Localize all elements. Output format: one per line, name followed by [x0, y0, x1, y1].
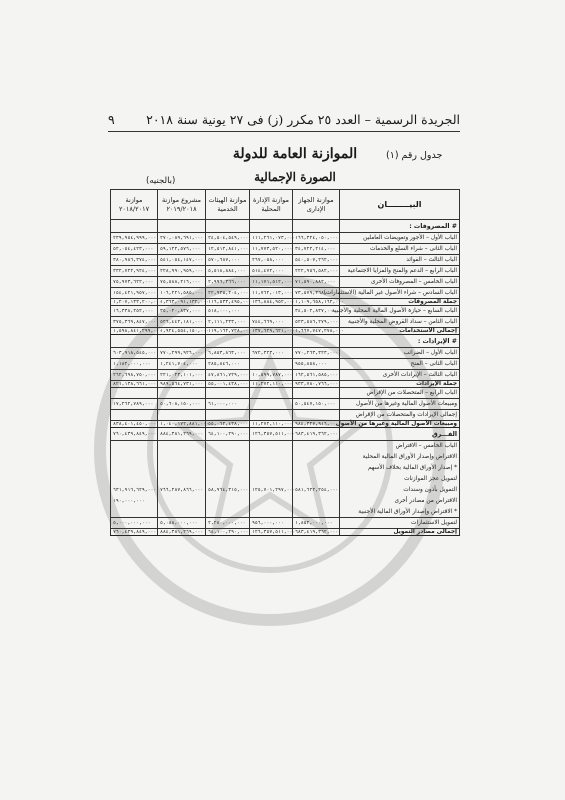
cell-value: [206, 441, 250, 452]
cell-value: [111, 335, 158, 348]
row-label: الباب السادس – شراء الأصول غير المالية (الاستثمارات): [340, 288, 460, 299]
cell-value: [206, 474, 250, 485]
cell-value: ٥,٠٨٨,٠٠٠,٠٠٠: [158, 518, 206, 529]
cell-value: [111, 474, 158, 485]
cell-value: [158, 507, 206, 518]
cell-value: ١٠,٥٩٩,٧٨٧,٠٠٠: [250, 370, 293, 381]
cell-value: ١٢,٥١٢,٨٤١,٠٠٠: [206, 244, 250, 255]
row-label: ومبيعات الأصول المالية وغيرها من الأصول: [340, 399, 460, 410]
cell-value: ١٢٥,٧٠١,٢٩٧,٠٠٠: [250, 485, 293, 496]
cell-value: [158, 220, 206, 233]
cell-value: [250, 507, 293, 518]
table-row: [111, 399, 460, 410]
table-row: [111, 233, 460, 244]
table-row: [111, 317, 460, 328]
cell-value: ٦٤,١٠٠,٢٩٠,٠٠٠: [206, 529, 250, 536]
cell-value: ٢٦٢,٦٩٨,٧٥٠,٠٠٠: [111, 370, 158, 381]
cell-value: ١٩٠,٠٠٠,٠٠٠: [111, 496, 158, 507]
cell-value: ٧٤٤,٦٦٩,٠٠٠: [250, 317, 293, 328]
running-title: الجريدة الرسمية – العدد ٢٥ مكرر (ز) فى ٢٧ يونية سنة ٢٠١٨: [146, 111, 460, 127]
table-body: [111, 220, 460, 536]
cell-value: ٧٥,٥٨٨,٢١٦,٠٠٠: [158, 277, 206, 288]
cell-value: ٥٠,٥٤٧,١٥٠,٠٠٠: [293, 399, 340, 410]
cell-value: ٢٦٧,٠٥٨,٠٠٠: [250, 255, 293, 266]
row-label: الباب الخامس – المصروفات الأخرى: [340, 277, 460, 288]
cell-value: ٩٣٣,٧٨٠,٧٦٦,٠٠٠: [293, 381, 340, 388]
column-header: موازنة ٢٠١٨/٢٠١٧: [111, 190, 158, 220]
cell-value: [293, 335, 340, 348]
row-label: الباب الرابع – الدعم والمنح والمزايا الاجتماعية: [340, 266, 460, 277]
row-label: الاقتراض من مصادر أخرى: [340, 496, 460, 507]
table-row: [111, 306, 460, 317]
cell-value: ١,٠٤٠,١٧٢,٨٨١,٠٠٠: [158, 421, 206, 428]
cell-value: ٣٤,٧٢٢,٢١٤,٠٠٠: [293, 244, 340, 255]
row-label: الباب الثالث – الإيرادات الأخرى: [340, 370, 460, 381]
cell-value: ٩٥٥,٨٥٨,٠٠٠: [293, 359, 340, 370]
cell-value: ١٦٢,٥٦١,٥٨٥,٠٠٠: [293, 370, 340, 381]
cell-value: [111, 452, 158, 463]
cell-value: [206, 335, 250, 348]
row-label: لتمويل عجز الموازنات: [340, 474, 460, 485]
row-label: الباب الخامس – الاقتراض: [340, 441, 460, 452]
cell-value: ١١١,٢٦١,٠٧٣,٠٠٠: [250, 233, 293, 244]
cell-value: ٥٢,٠٥٤,٤٢٣,٠٠٠: [111, 244, 158, 255]
cell-value: ٨٨٤,٣٨١,٢٦٩,٠٠٠: [158, 529, 206, 536]
cell-value: ٥٢٦,٤٤٢,١٨١,٠٠٠: [158, 317, 206, 328]
cell-value: [250, 496, 293, 507]
cell-value: ٧٣,٥٧٩,٣٦٨,٠٠٠: [293, 288, 340, 299]
cell-value: ٥٨,٩٦٤,٣١٥,٠٠٠: [206, 485, 250, 496]
cell-value: ٤٧,٨٦١,٧٢٩,٠٠٠: [206, 370, 250, 381]
cell-value: ٢٢١,٠٢٣,١٠١,٠٠٠: [158, 370, 206, 381]
table-row: [111, 255, 460, 266]
cell-value: ١,٨٥٢,٠٠٠,٠٠٠: [293, 518, 340, 529]
cell-value: [111, 388, 158, 399]
cell-value: ١,٩٢٤,٥٥٤,١٥٠,٠٠٠: [158, 328, 206, 335]
cell-value: [111, 463, 158, 474]
cell-value: ٢٧٠,٠٨٩,٦٩١,٠٠٠: [158, 233, 206, 244]
cell-value: [250, 220, 293, 233]
table-row: [111, 428, 460, 441]
cell-value: ١٠٦,٢٢١,٥٨٥,٠٠٠: [158, 288, 206, 299]
cell-value: ١,٥٩٨,٨٤١,٢٩٩,٠٠٠: [111, 328, 158, 335]
cell-value: [158, 474, 206, 485]
row-label: التمويل بأذون وسندات: [340, 485, 460, 496]
cell-value: ١١,٧٧٣,٥٢٠,٠٠٠: [250, 244, 293, 255]
row-label: الباب الثانى – شراء السلع والخدمات: [340, 244, 460, 255]
cell-value: [250, 306, 293, 317]
column-header: البيــــــــان: [340, 190, 460, 220]
cell-value: ١١٦,٥٣٣,٤٩٥,٠٠٠: [206, 299, 250, 306]
column-header: مشروع موازنة ٢٠١٩/٢٠١٨: [158, 190, 206, 220]
column-header: موازنة الإدارة المحلية: [250, 190, 293, 220]
cell-value: [158, 452, 206, 463]
cell-value: [158, 388, 206, 399]
cell-value: [250, 463, 293, 474]
cell-value: ١٦,٣٣٨,٢٥٢,٠٠٠: [111, 306, 158, 317]
row-label: الفـــرق: [340, 428, 460, 441]
cell-value: [250, 399, 293, 410]
cell-value: ١,٦٦٧,٧٤٧,٢٧٨,٠٠٠: [293, 328, 340, 335]
cell-value: [293, 463, 340, 474]
row-label: الباب الأول – الضرائب: [340, 348, 460, 359]
cell-value: ٢٣٩,٩٥٤,٩٩٩,٠٠٠: [111, 233, 158, 244]
cell-value: ١٢٦,٣٥٧,٥١١,٠٠٠: [250, 529, 293, 536]
cell-value: ١,٢٤١,٧٠٤,٠٠٠: [158, 359, 206, 370]
table-row: [111, 335, 460, 348]
cell-value: ١١,١٧١,٥١٢,٠٠٠: [250, 277, 293, 288]
page-title: الموازنة العامة للدولة: [232, 146, 358, 162]
cell-value: ٥٤١,٠٥٤,١٤٧,٠٠٠: [158, 255, 206, 266]
cell-value: ١١٩,١٦٢,٧٢٨,٠٠٠: [206, 328, 250, 335]
cell-value: ٥٩,١٢٢,٥٧٦,٠٠٠: [158, 244, 206, 255]
cell-value: [158, 335, 206, 348]
cell-value: [206, 452, 250, 463]
cell-value: ٢,٢٨٠,٠٠٠,٠٠٠: [206, 518, 250, 529]
row-label: إجمالى الإيرادات والمتحصلات من الإقراض: [340, 410, 460, 421]
cell-value: [250, 452, 293, 463]
cell-value: ٧٦٠,٤٣٩,٨٤٩,٠٠٠: [111, 529, 158, 536]
cell-value: [250, 359, 293, 370]
row-label: لتمويل الاستثمارات: [340, 518, 460, 529]
cell-value: [250, 388, 293, 399]
cell-value: ٥١٨,٠٠٠,٠٠٠: [206, 306, 250, 317]
cell-value: [111, 220, 158, 233]
cell-value: ٨٢١,١٣٨,٦٦١,٠٠٠: [111, 381, 158, 388]
table-row: [111, 370, 460, 381]
cell-value: [250, 441, 293, 452]
cell-value: ٥٢٣,٥٨٦,٢٧٩,٠٠٠: [293, 317, 340, 328]
table-row: [111, 388, 460, 399]
row-label: الباب الثانى – المنح: [340, 359, 460, 370]
cell-value: ٦٨٣,٤١٩,٣٦٢,٠٠٠: [293, 428, 340, 441]
cell-value: [206, 463, 250, 474]
cell-value: [158, 441, 206, 452]
cell-value: ٢٨٥,٨٤٦,٠٠٠: [206, 359, 250, 370]
row-label: * إصدار الأوراق المالية بخلاف الأسهم: [340, 463, 460, 474]
cell-value: ٢,١١١,٢٣٣,٠٠٠: [206, 317, 250, 328]
row-label: الباب الأول – الأجور وتعويضات العاملين: [340, 233, 460, 244]
cell-value: ٦٤,١٠٠,٢٩٠,٠٠٠: [206, 428, 250, 441]
cell-value: [206, 507, 250, 518]
cell-value: [293, 220, 340, 233]
cell-value: [293, 507, 340, 518]
cell-value: [250, 474, 293, 485]
cell-value: [250, 335, 293, 348]
cell-value: ٩٨٩,٥٦٤,٧٣١,٠٠٠: [158, 381, 206, 388]
cell-value: [111, 507, 158, 518]
cell-value: [293, 474, 340, 485]
column-header: موازنة الهيئات الخدمية: [206, 190, 250, 220]
cell-value: ٣٤,٥٠٢,٨٣٧,٠٠٠: [293, 306, 340, 317]
cell-value: ١١,٢٧٢,١١٠,٠٠٠: [250, 421, 293, 428]
cell-value: ١١,٢٧٢,١١٠,٠٠٠: [250, 381, 293, 388]
row-label: * الاقتراض وإصدار الأوراق المالية الأجنبية: [340, 507, 460, 518]
cell-value: ١٢٦,٣٥٧,٥١١,٠٠٠: [250, 428, 293, 441]
cell-value: ٦٣١,٩١٦,٦٢٩,٠٠٠: [111, 485, 158, 496]
cell-value: ٥١٤,٤٧٢,٠٠٠: [250, 266, 293, 277]
row-label: جملة المصروفات: [340, 299, 460, 306]
cell-value: ٥٨١,٦٢٢,٢٥٤,٠٠٠: [293, 485, 340, 496]
row-label: # الإيرادات :: [340, 335, 460, 348]
cell-value: ٨٣٨,٤٠١,٤٥٠,٠٠٠: [111, 421, 158, 428]
row-label: # المصروفات :: [340, 220, 460, 233]
row-label: الباب السابع – حيازة الأصول المالية المحلية والأجنبية: [340, 306, 460, 317]
cell-value: [206, 388, 250, 399]
row-label: ومبيعات الأصول المالية وغيرها من الأصول: [340, 421, 460, 428]
cell-value: ٢٢٢,٩٥٦,٥٨٢,٠٠٠: [293, 266, 340, 277]
cell-value: ٥٧٠,٦٨٧,٠٠٠: [206, 255, 250, 266]
cell-value: ٦,٨٥٣,٨٦٣,٠٠٠: [206, 348, 250, 359]
cell-value: ٦٠٣,٩١٨,٥٤٥,٠٠٠: [111, 348, 158, 359]
table-row: [111, 452, 460, 463]
cell-value: ٦٨٣,٤١٩,٣٦٢,٠٠٠: [293, 529, 340, 536]
cell-value: ٣٧٥,٣٦٩,٨٤٧,٠٠٠: [111, 317, 158, 328]
cell-value: ٢٤,٥٠٤,٥٤٩,٠٠٠: [206, 233, 250, 244]
budget-table: [110, 189, 460, 536]
row-label: إجمالى الاستخدامات: [340, 328, 460, 335]
cell-value: [206, 220, 250, 233]
table-row: [111, 518, 460, 529]
table-row: [111, 359, 460, 370]
row-label: الباب الثامن – سداد القروض المحلية والأجنبية: [340, 317, 460, 328]
row-label: الباب الثالث – الفوائد: [340, 255, 460, 266]
table-row: [111, 485, 460, 496]
cell-value: ٧٦٦,٢٨٧,٨٦٦,٠٠٠: [158, 485, 206, 496]
page-subtitle: الصورة الإجمالية: [254, 170, 336, 184]
cell-value: [111, 441, 158, 452]
cell-value: ١٣٦,٨٨٤,٩٥٢,٠٠٠: [250, 299, 293, 306]
cell-value: [293, 441, 340, 452]
cell-value: ٥,٠٠٠,٠٠٠,٠٠٠: [111, 518, 158, 529]
header-rule: [108, 131, 460, 132]
cell-value: ١٧,٢٦٢,٧٨٩,٠٠٠: [111, 399, 158, 410]
column-header: موازنة الجهاز الإدارى: [293, 190, 340, 220]
row-label: جملة الإيرادات: [340, 381, 460, 388]
cell-value: [111, 410, 158, 421]
cell-value: [293, 410, 340, 421]
cell-value: ٢٢٨,٩٩٠,٩٥٩,٠٠٠: [158, 266, 206, 277]
row-label: إجمالى مصادر التمويل: [340, 529, 460, 536]
table-row: [111, 288, 460, 299]
cell-value: ١,٣٦٣,٠٩١,١٣٢,٠٠٠: [158, 299, 206, 306]
cell-value: ٧٥,٩٧٣,٦٢٢,٠٠٠: [111, 277, 158, 288]
cell-value: ٣٥,٠٢٠,٨٣٧,٠٠٠: [158, 306, 206, 317]
cell-value: ١٦٦,٣٢٤,٠٥٠,٠٠٠: [293, 233, 340, 244]
cell-value: ٧٦٠,٤٣٩,٨٤٩,٠٠٠: [111, 428, 158, 441]
cell-value: ٧٧٠,٢٦٣,٣٢٣,٠٠٠: [293, 348, 340, 359]
cell-value: [158, 496, 206, 507]
table-row: [111, 463, 460, 474]
cell-value: [293, 452, 340, 463]
cell-value: ٥٤٠,٥٠٧,٢٦٢,٠٠٠: [293, 255, 340, 266]
table-row: [111, 410, 460, 421]
cell-value: ٩٥٦,٠٠٠,٠٠٠: [250, 518, 293, 529]
cell-value: [206, 410, 250, 421]
running-header: [108, 108, 460, 130]
table-row: [111, 328, 460, 335]
table-row: [111, 507, 460, 518]
cell-value: ٩٨٤,٣٢٧,٩١٦,٠٠٠: [293, 421, 340, 428]
table-row: [111, 474, 460, 485]
cell-value: ١,١٨٢,٠٠٠,٠٠٠: [111, 359, 158, 370]
cell-value: ٧١,٥٩٠,٨٨٢,٠٠٠: [293, 277, 340, 288]
cell-value: ٧٧٠,٢٩٩,٩٢٦,٠٠٠: [158, 348, 206, 359]
table-row: [111, 220, 460, 233]
cell-value: ١٥٤,٤٢١,٩٥٧,٠٠٠: [111, 288, 158, 299]
cell-value: ٦٧٢,٣٢٣,٠٠٠: [250, 348, 293, 359]
table-row: [111, 244, 460, 255]
cell-value: [293, 496, 340, 507]
cell-value: ٥,٥١٨,٨٨٤,٠٠٠: [206, 266, 250, 277]
cell-value: ١١,٧٦٢,٠١٣,٠٠٠: [250, 288, 293, 299]
cell-value: ٣٣٢,٧٢٢,٩٢٤,٠٠٠: [111, 266, 158, 277]
cell-value: ١٣٧,٦٢٩,٦٢١,٠٠٠: [250, 328, 293, 335]
cell-value: ٥٠,٦٠٨,١٥٠,٠٠٠: [158, 399, 206, 410]
cell-value: ٨٨٤,٣٨١,٢٦٩,٠٠٠: [158, 428, 206, 441]
currency-unit: (بالجنيه): [146, 176, 176, 186]
cell-value: ٢٢,٩٣٥,٢٠٤,٠٠٠: [206, 288, 250, 299]
table-header-row: [111, 190, 460, 220]
cell-value: [293, 388, 340, 399]
cell-value: [158, 463, 206, 474]
table-number: جدول رقم (١): [386, 150, 443, 161]
table-row: [111, 277, 460, 288]
cell-value: ٥٥,٠٠١,٤٣٨,٠٠٠: [206, 381, 250, 388]
cell-value: [250, 410, 293, 421]
cell-value: ٦١,٠٠٠,٠٠٠: [206, 399, 250, 410]
cell-value: [158, 410, 206, 421]
cell-value: ٥٥,٠٦٢,٤٣٨,٠٠٠: [206, 421, 250, 428]
table-row: [111, 529, 460, 536]
table-row: [111, 381, 460, 388]
cell-value: ٢,٩٩٦,٣٦٦,٠٠٠: [206, 277, 250, 288]
table-row: [111, 299, 460, 306]
row-label: الباب الرابع – المتحصلات من الإقراض: [340, 388, 460, 399]
page-number: ٩: [108, 111, 115, 127]
table-row: [111, 266, 460, 277]
cell-value: [206, 496, 250, 507]
table-row: [111, 348, 460, 359]
row-label: الاقتراض وإصدار الأوراق المالية المحلية: [340, 452, 460, 463]
table-row: [111, 441, 460, 452]
cell-value: ١,٢٠٧,١٣٣,٢٠٠,٠٠٠: [111, 299, 158, 306]
table-row: [111, 421, 460, 428]
cell-value: ١,١٠٩,٦٥٨,١٦٢,٠٠٠: [293, 299, 340, 306]
cell-value: ٣٨٠,٩٨٦,٣٧٤,٠٠٠: [111, 255, 158, 266]
table-row: [111, 496, 460, 507]
